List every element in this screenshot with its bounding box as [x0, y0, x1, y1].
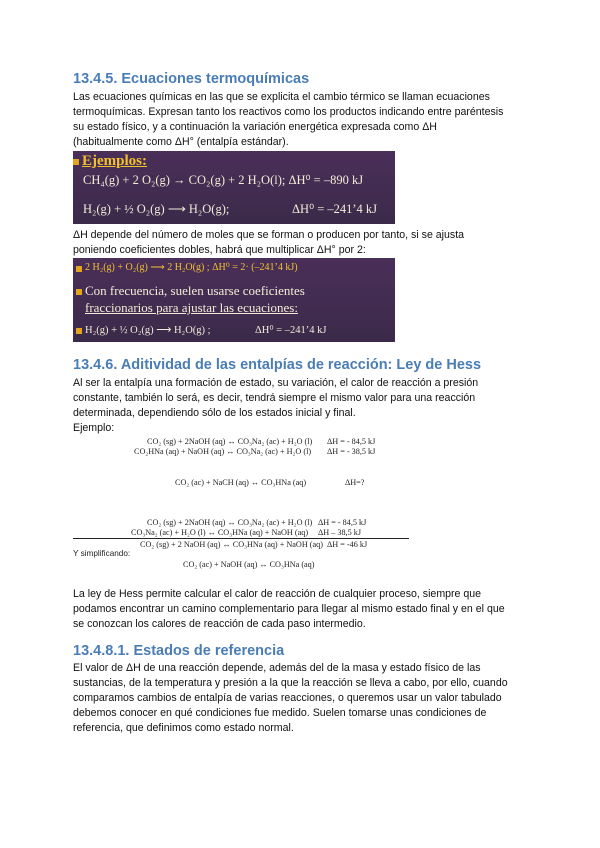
- paragraph-estados: [73, 661, 543, 736]
- slide-line: H₂(g) + ½ O₂(g) ⟶ H₂O(g) ;: [85, 325, 211, 336]
- section-heading-ecuaciones: 13.4.5. Ecuaciones termoquímicas: [73, 71, 310, 87]
- paragraph-hess-law: [73, 587, 543, 632]
- text-line: su estado físico, y a continuación la variación energética expresada como ΔH: [73, 121, 437, 133]
- bullet-icon: [76, 328, 82, 334]
- slide-line: fraccionarios para ajustar las ecuaciones:: [85, 300, 298, 315]
- equation-dh: ΔH = - 38,5 kJ: [327, 447, 376, 456]
- paragraph-hess: [73, 376, 543, 436]
- slide-line-dh: ΔH⁰ = –241’4 kJ: [255, 325, 327, 336]
- example-label: Ejemplo:: [73, 422, 115, 434]
- sum-line: [73, 538, 409, 539]
- text-line: (habitualmente como ΔH° (entalpía estándar).: [73, 136, 289, 148]
- equation-dh: ΔH = -46 kJ: [327, 540, 368, 549]
- slide-equation-dh: ΔH⁰ = –241’4 kJ: [292, 202, 378, 216]
- slide-line: 2 H₂(g) + O₂(g) ⟶ 2 H₂O(g) ; ΔH⁰ = 2· (–241’4 kJ): [85, 262, 298, 273]
- simplify-label: Y simplificando:: [73, 549, 131, 558]
- text-line: Al ser la entalpía una formación de estado, su variación, el calor de reacción a presión: [73, 377, 479, 389]
- bullet-icon: [76, 266, 82, 272]
- bullet-icon: [73, 159, 79, 165]
- slide-title: Ejemplos:: [82, 153, 147, 169]
- equation: CO₃Na₂ (ac) + H₂O (l) ↔ CO₃HNa (aq) + NaOH (aq): [131, 528, 309, 537]
- text-line: debemos conocer en qué condiciones fue medido. Suelen tomarse unas condiciones de: [73, 707, 487, 719]
- paragraph-intro: [73, 90, 543, 150]
- text-line: podamos encontrar un camino complementario para llegar al mismo estado final y en el que: [73, 603, 505, 615]
- paragraph-moles: [73, 228, 543, 258]
- text-line: poniendo coeficientes dobles, habrá que multiplicar ΔH° por 2:: [73, 244, 366, 256]
- text-line: ΔH depende del número de moles que se forman o producen por tanto, si se ajusta: [73, 229, 465, 241]
- equation: CO₂ (ac) + NaCH (aq) ↔ CO₃HNa (aq): [175, 478, 307, 487]
- equation-dh: ΔH=?: [345, 478, 365, 487]
- section-heading-estados: 13.4.8.1. Estados de referencia: [73, 643, 285, 659]
- slide-equation: H₂(g) + ½ O₂(g) ⟶ H₂O(g);: [83, 202, 230, 216]
- text-line: constante, también lo será, es decir, tendrá siempre el mismo valor para una reacción: [73, 392, 476, 404]
- equation-dh: ΔH – 38,5 kJ: [318, 528, 362, 537]
- equation: CO₂ (sg) + 2NaOH (aq) ↔ CO₃Na₂ (ac) + H₂O (l): [147, 518, 313, 527]
- text-line: sustancias, de la temperatura y presión a la que la reacción se lleva a cabo, por ello, cuando: [73, 677, 508, 689]
- example-slide-2: [73, 258, 395, 342]
- text-line: termoquímicas. Expresan tanto los reactivos como los productos indicando entre paréntesis: [73, 106, 504, 118]
- equation: CO₂HNa (aq) + NaOH (aq) ↔ CO₃Na₂ (ac) + H₂O (l): [134, 447, 312, 456]
- equation-dh: ΔH = - 84,5 kJ: [327, 437, 376, 446]
- example-slide-1: [73, 151, 395, 224]
- text-line: referencia, que definimos como estado normal.: [73, 722, 294, 734]
- equation-dh: ΔH = - 84,5 kJ: [318, 518, 367, 527]
- slide-line: Con frecuencia, suelen usarse coeficientes: [85, 283, 305, 298]
- text-line: El valor de ΔH de una reacción depende, además del de la masa y estado físico de las: [73, 662, 481, 674]
- text-line: determinada, dependiendo sólo de los estados inicial y final.: [73, 407, 356, 419]
- equation: CO₂ (sg) + 2 NaOH (aq) ↔ CO₃HNa (aq) + NaOH (aq): [140, 540, 323, 549]
- text-line: comparamos cambios de entalpía de varias reacciones, o queremos usar un valor tabulado: [73, 692, 502, 704]
- equation: CO₂ (sg) + 2NaOH (aq) ↔ CO₃Na₂ (ac) + H₂O (l): [147, 437, 313, 446]
- slide-equation: CH₄(g) + 2 O₂(g) → CO₂(g) + 2 H₂O(l); ΔH⁰ = –890 kJ: [83, 173, 364, 187]
- text-line: se conozcan los calores de reacción de cada paso intermedio.: [73, 618, 366, 630]
- section-heading-hess: 13.4.6. Aditividad de las entalpías de reacción: Ley de Hess: [73, 357, 482, 373]
- equation: CO₂ (ac) + NaOH (aq) ↔ CO₃HNa (aq): [183, 560, 315, 569]
- text-line: La ley de Hess permite calcular el calor de reacción de cualquier proceso, siempre que: [73, 588, 482, 600]
- bullet-icon: [76, 289, 82, 295]
- text-line: Las ecuaciones químicas en las que se explicita el cambio térmico se llaman ecuaciones: [73, 91, 490, 103]
